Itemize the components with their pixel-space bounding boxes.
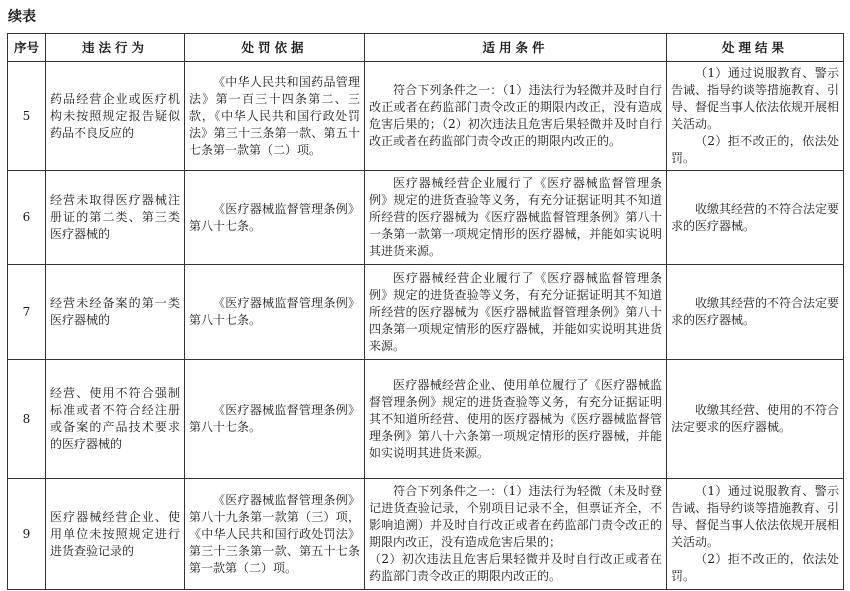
row-condition: 医疗器械经营企业履行了《医疗器械监督管理条例》规定的进货查验等义务，有充分证据证明其不知道所经营的医疗器械为《医疗器械监督管理条例》第八十四条第一项规定情形的医疗器械，并能如实说明其进货来源。 <box>365 265 667 360</box>
row-basis: 《医疗器械监督管理条例》第八十七条。 <box>185 171 365 265</box>
row-behavior: 经营未经备案的第一类医疗器械的 <box>46 265 185 360</box>
row-basis: 《医疗器械监督管理条例》第八十七条。 <box>185 265 365 360</box>
row-behavior: 医疗器械经营企业、使用单位未按照规定进行进货查验记录的 <box>46 479 185 590</box>
row-condition <box>365 479 667 590</box>
row-behavior: 经营未取得医疗器械注册证的第二类、第三类医疗器械的 <box>46 171 185 265</box>
row-result-item: （2）拒不改正的，依法处罚。 <box>671 552 839 583</box>
table-row <box>8 479 844 590</box>
table-row <box>8 171 844 265</box>
row-result: 收缴其经营的不符合法定要求的医疗器械。 <box>667 171 844 265</box>
row-basis: 《医疗器械监督管理条例》第八十七条。 <box>185 360 365 479</box>
row-condition-item: 符合下列条件之一：（1）违法行为轻微（未及时登记进货查验记录，个别项目记录不全，但票证齐全，不影响追溯）并及时自行改正或者在药监部门责令改正的期限内改正，没有造成危害后果的； <box>369 484 662 549</box>
header-seq: 序号 <box>8 34 46 62</box>
row-result: 收缴其经营、使用的不符合法定要求的医疗器械。 <box>667 360 844 479</box>
row-seq: 5 <box>8 62 46 171</box>
row-result-item: （1）通过说服教育、警示告诫、指导约谈等措施教育、引导、督促当事人依法依规开展相关活动。 <box>671 66 840 131</box>
header-condition: 适用条件 <box>365 34 667 62</box>
row-condition: 医疗器械经营企业、使用单位履行了《医疗器械监督管理条例》规定的进货查验等义务，有充分证据证明其不知道所经营、使用的医疗器械为《医疗器械监督管理条例》第八十六条第一项规定情形的医疗器械，并能如实说明其进货来源。 <box>365 360 667 479</box>
row-condition: 医疗器械经营企业履行了《医疗器械监督管理条例》规定的进货查验等义务，有充分证据证明其不知道所经营的医疗器械为《医疗器械监督管理条例》第八十一条第一款第一项规定情形的医疗器械，并能如实说明其进货来源。 <box>365 171 667 265</box>
row-seq: 7 <box>8 265 46 360</box>
table-caption: 续表 <box>8 9 36 25</box>
table-row <box>8 62 844 171</box>
row-condition-item: （2）初次违法且危害后果轻微并及时自行改正或者在药监部门责令改正的期限内改正的。 <box>369 552 662 583</box>
row-behavior: 经营、使用不符合强制标准或者不符合经注册或备案的产品技术要求的医疗器械的 <box>46 360 185 479</box>
table-row <box>8 360 844 479</box>
row-basis: 《中华人民共和国药品管理法》第一百三十四条第二、三款，《中华人民共和国行政处罚法》第三十三条第一款、第五十七条第一款第（二）项。 <box>185 62 365 171</box>
row-result <box>667 62 844 171</box>
row-behavior: 药品经营企业或医疗机构未按照规定报告疑似药品不良反应的 <box>46 62 185 171</box>
row-result <box>667 479 844 590</box>
row-result: 收缴其经营的不符合法定要求的医疗器械。 <box>667 265 844 360</box>
row-seq: 9 <box>8 479 46 590</box>
row-seq: 8 <box>8 360 46 479</box>
row-result-item: （2）拒不改正的，依法处罚。 <box>671 134 839 165</box>
row-seq: 6 <box>8 171 46 265</box>
header-row <box>8 34 844 62</box>
table-row <box>8 265 844 360</box>
penalty-table <box>7 33 844 590</box>
row-basis: 《医疗器械监督管理条例》第八十九条第一款第（三）项，《中华人民共和国行政处罚法》第三十三条第一款、第五十七条第一款第（二）项。 <box>185 479 365 590</box>
row-result-item: （1）通过说服教育、警示告诫、指导约谈等措施教育、引导、督促当事人依法依规开展相关活动。 <box>671 484 840 549</box>
row-condition: 符合下列条件之一：（1）违法行为轻微并及时自行改正或者在药监部门责令改正的期限内改正，没有造成危害后果的；（2）初次违法且危害后果轻微并及时自行改正或者在药监部门责令改正的期限内改正的。 <box>365 62 667 171</box>
header-result: 处理结果 <box>667 34 844 62</box>
header-behavior: 违法行为 <box>46 34 185 62</box>
header-basis: 处罚依据 <box>185 34 365 62</box>
